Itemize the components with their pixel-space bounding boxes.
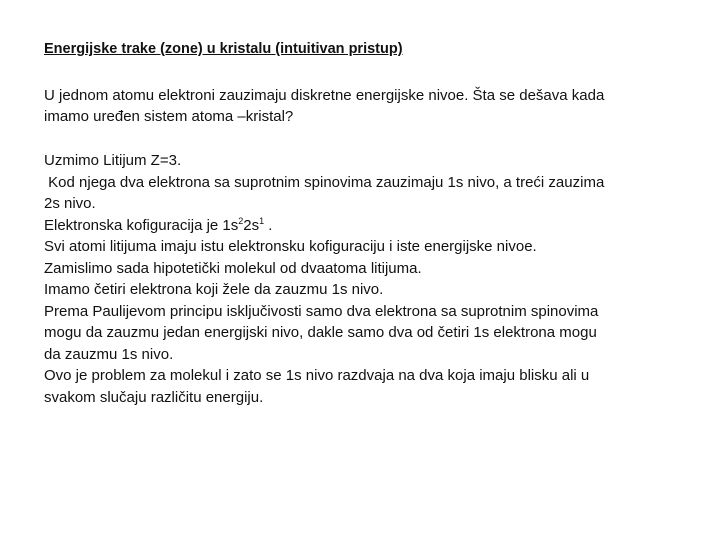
config-mid: 2s (243, 216, 260, 234)
body-text (44, 150, 694, 408)
config-superscript-2: 1 (259, 215, 265, 226)
body-line-spin-2: 2s nivo. (44, 195, 96, 212)
intro-paragraph (44, 85, 684, 127)
body-line-split-1: Ovo je problem za molekul i zato se 1s nivo razdvaja na dva koja imaju blisku ali u (44, 367, 590, 384)
body-line-pauli-1: Prema Paulijevom principu isključivosti samo dva elektrona sa suprotnim spinovima (44, 302, 599, 320)
intro-line-1: U jednom atomu elektroni zauzimaju diskretne energijske nivoe. Šta se dešava kada (44, 87, 605, 104)
body-line-molecule: Zamislimo sada hipotetički molekul od dvaatoma litijuma. (44, 259, 422, 277)
config-suffix: . (264, 216, 273, 234)
body-line-spin-1: Kod njega dva elektrona sa suprotnim spinovima zauzimaju 1s nivo, a treći zauzima (44, 173, 605, 191)
body-line-pauli-3: da zauzmu 1s nivo. (44, 345, 174, 363)
config-prefix: Elektronska kofiguracija je 1s (44, 216, 239, 234)
slide-title: Energijske trake (zone) u kristalu (intuitivan pristup) (44, 41, 403, 57)
body-line-four-electrons: Imamo četiri elektrona koji žele da zauzmu 1s nivo. (44, 281, 384, 298)
intro-line-2: imamo uređen sistem atoma –kristal? (44, 108, 294, 125)
body-line-split-2: svakom slučaju različitu energiju. (44, 388, 264, 406)
body-line-pauli-2: mogu da zauzmu jedan energijski nivo, dakle samo dva od četiri 1s elektrona mogu (44, 324, 597, 341)
body-line-lithium: Uzmimo Litijum Z=3. (44, 152, 182, 169)
config-superscript-1: 2 (238, 215, 244, 226)
body-line-same-levels: Svi atomi litijuma imaju istu elektronsku kofiguraciju i iste energijske nivoe. (44, 238, 537, 255)
body-line-configuration (44, 215, 694, 237)
